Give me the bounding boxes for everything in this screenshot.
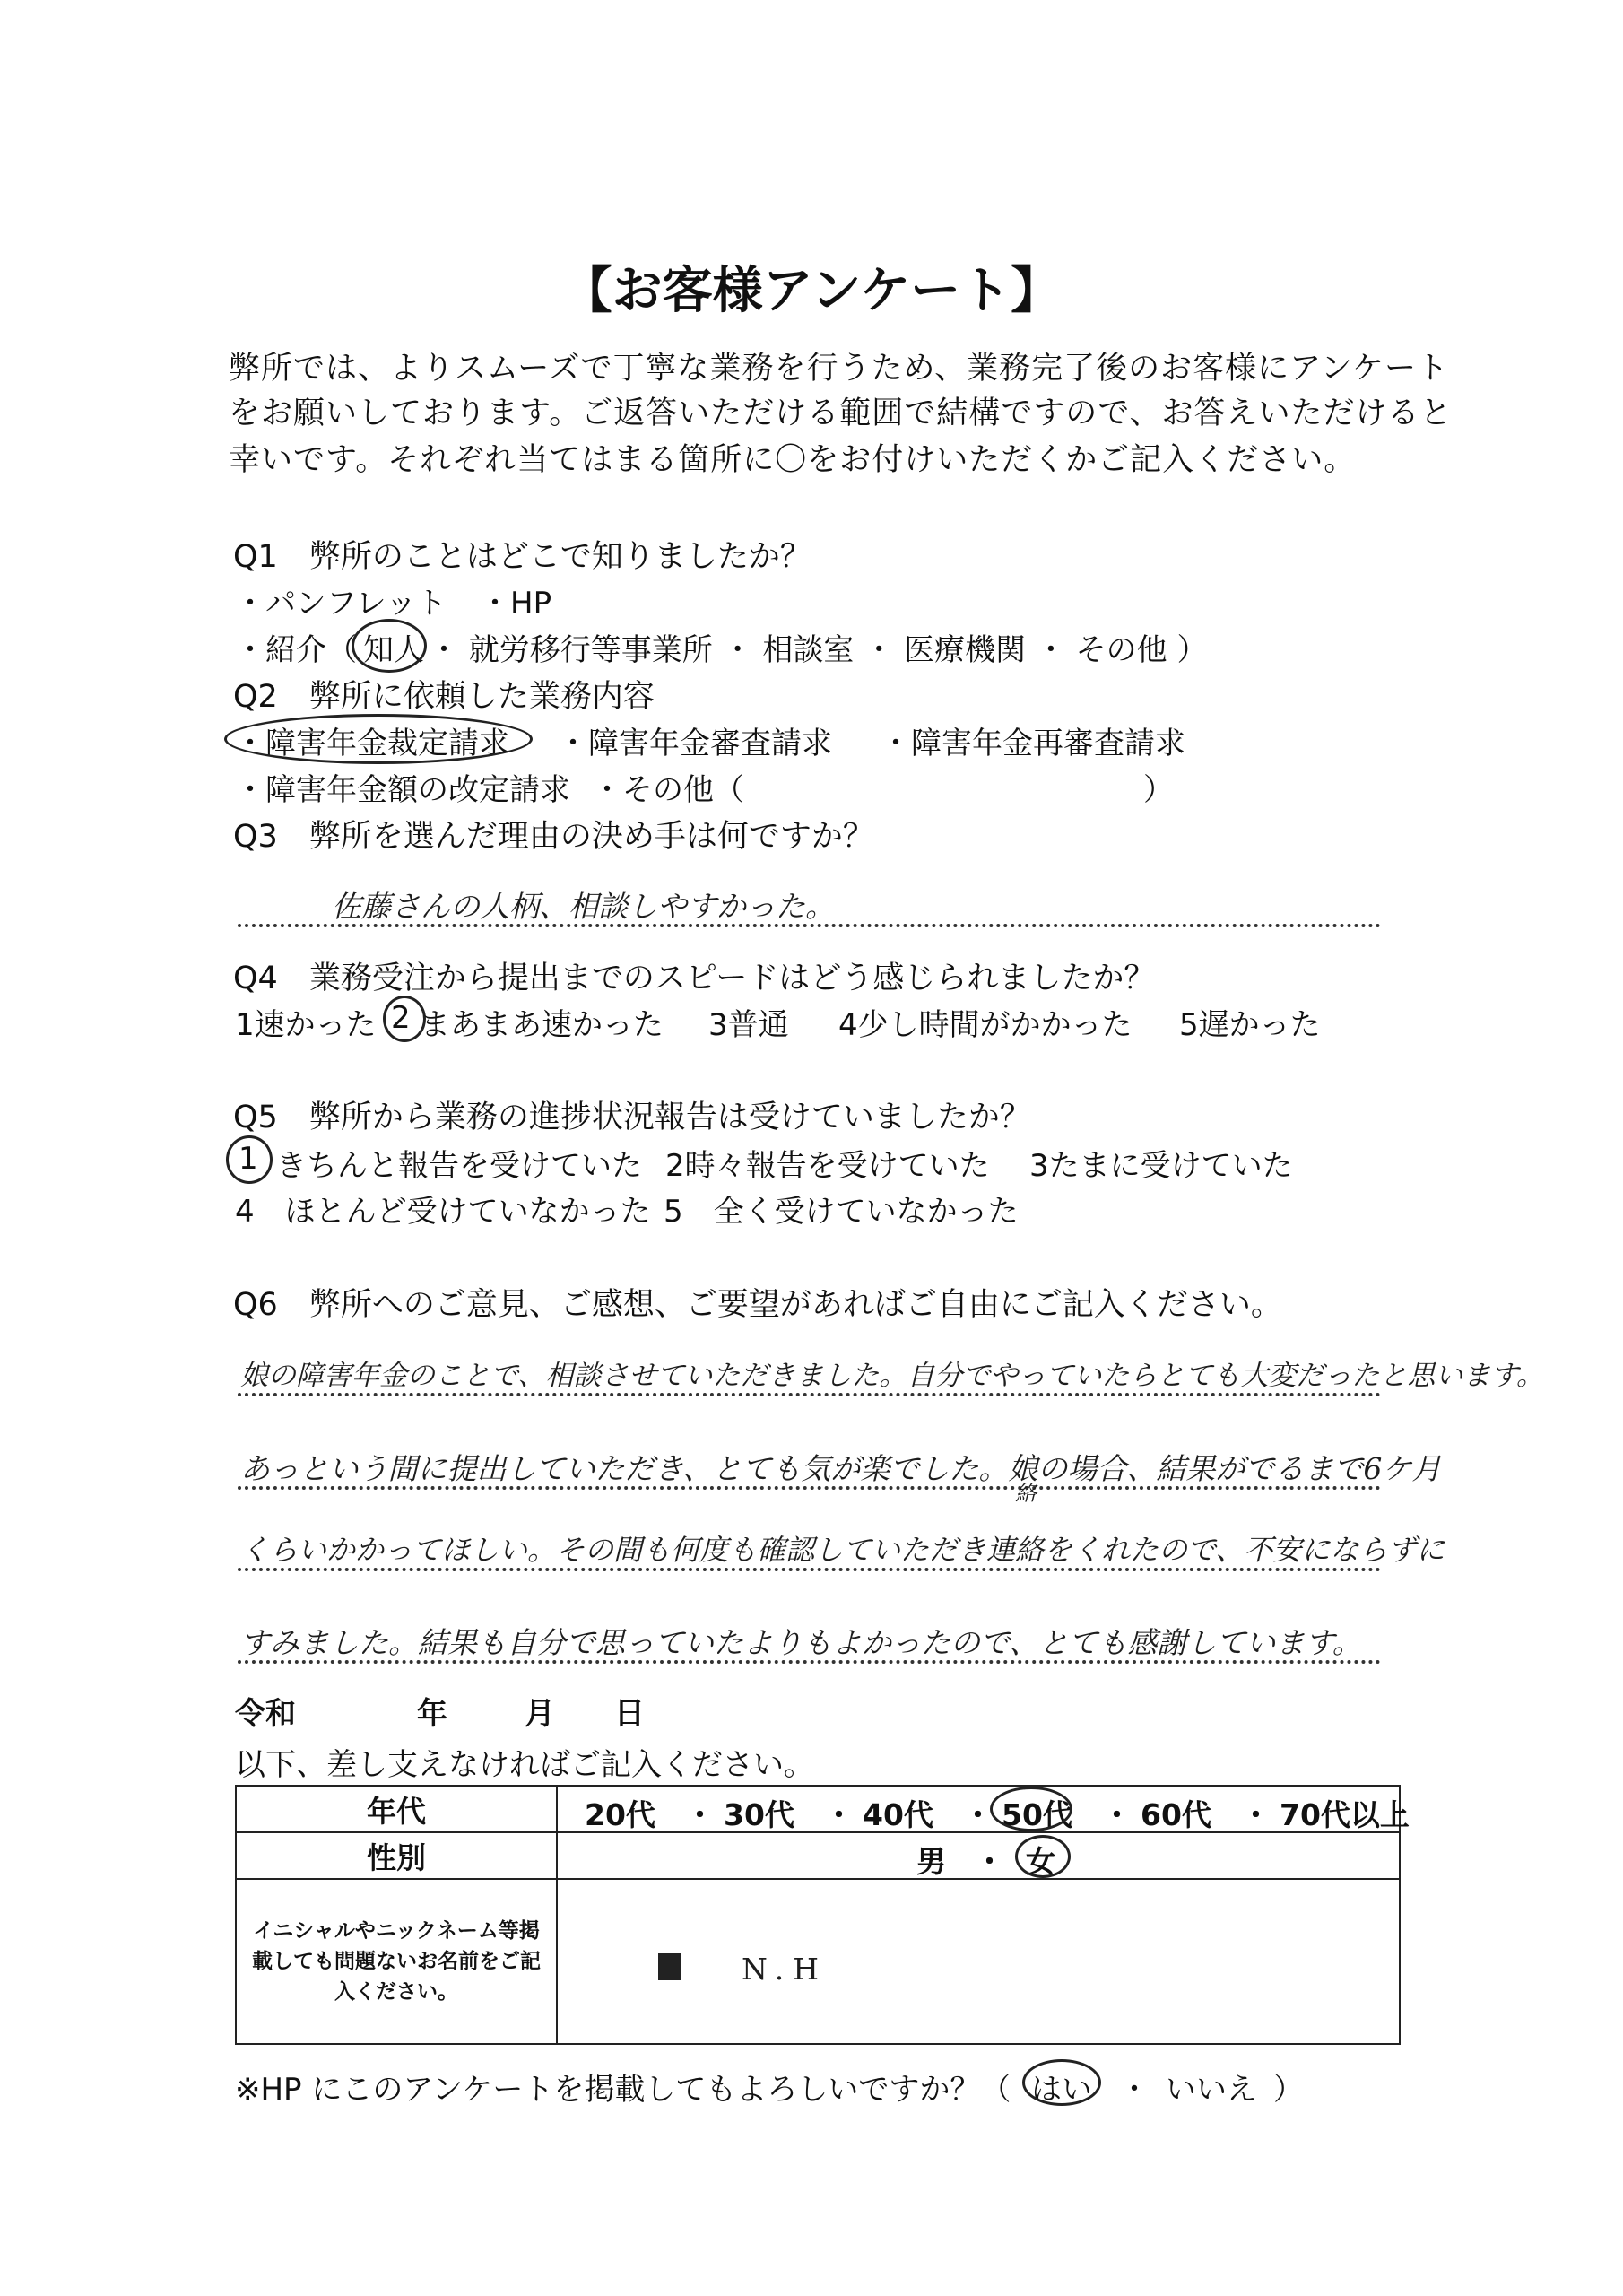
q6-answer-line-2[interactable]: あっという間に提出していただき、とても気が楽でした。娘の場合、結果がでるまで6ケ月 (240, 1451, 1442, 1486)
gender-separator: ・ (975, 1844, 1004, 1879)
name-value-cell (557, 1879, 1400, 2044)
intro-line-3: 幸いです。それぞれ当てはまる箇所に〇をお付けいただくかご記入ください。 (229, 442, 1357, 478)
gender-row (236, 1832, 1400, 1879)
q1-option-intro-rest: ・ 就労移行等事業所 ・ 相談室 ・ 医療機関 ・ その他 ） (429, 632, 1208, 668)
selection-circle (1015, 1835, 1071, 1878)
q4-option-2[interactable]: まあまあ速かった (420, 1007, 664, 1043)
hp-consent-no[interactable]: いいえ (1166, 2072, 1257, 2108)
age-50s[interactable]: 50代 (1002, 1797, 1072, 1832)
age-separator: ・ (685, 1797, 715, 1832)
hp-consent-separator: ・ (1119, 2072, 1150, 2108)
q2-question: Q2 弊所に依頼した業務内容 (233, 679, 655, 715)
age-row (236, 1786, 1400, 1832)
selection-circle (352, 619, 427, 673)
answer-line (238, 1568, 1381, 1571)
q4-option-1[interactable]: 1速かった (235, 1007, 377, 1043)
date-year[interactable]: 年 (417, 1696, 447, 1732)
answer-line (238, 924, 1381, 927)
gender-male[interactable]: 男 (916, 1844, 946, 1879)
q1-option-pamphlet[interactable]: ・パンフレット (235, 586, 447, 622)
q4-question: Q4 業務受注から提出までのスピードはどう感じられましたか？ (233, 961, 1156, 996)
q6-answer-line-4[interactable]: すみました。結果も自分で思っていたよりもよかったので、とても感謝しています。 (240, 1625, 1362, 1660)
age-separator: ・ (824, 1797, 854, 1832)
hp-consent-question: ※HP にこのアンケートを掲載してもよろしいですか？（ (235, 2072, 1011, 2108)
respondent-info-table (235, 1785, 1410, 2045)
name-row (236, 1879, 1400, 2044)
q2-option-other[interactable]: ・その他（ (592, 772, 744, 808)
q2-option-review-claim[interactable]: ・障害年金審査請求 (558, 726, 832, 761)
selection-circle (226, 1135, 273, 1184)
q3-answer[interactable]: 佐藤さんの人柄、相談しやすかった。 (332, 889, 835, 924)
q4-option-5[interactable]: 5遅かった (1179, 1007, 1321, 1043)
q1-option-intro: ・紹介（ (235, 632, 357, 668)
age-separator: ・ (963, 1797, 993, 1832)
q5-option-3[interactable]: 3たまに受けていた (1029, 1148, 1293, 1184)
name-label: イニシャルやニックネーム等掲載しても問題ないお名前をご記入ください。 (236, 1879, 557, 2044)
age-30s[interactable]: 30代 (724, 1797, 794, 1832)
intro-line-1: 弊所では、よりスムーズで丁寧な業務を行うため、業務完了後のお客様にアンケート (229, 351, 1450, 387)
gender-female[interactable]: 女 (1026, 1844, 1055, 1879)
q5-option-4[interactable]: 4 ほとんど受けていなかった (235, 1194, 651, 1230)
q4-option-4[interactable]: 4少し時間がかかった (838, 1007, 1133, 1043)
age-separator: ・ (1102, 1797, 1132, 1832)
q1-option-acquaintance[interactable]: 知人 (363, 632, 424, 668)
answer-line (238, 1660, 1381, 1664)
q1-question: Q1 弊所のことはどこで知りましたか？ (233, 539, 812, 575)
q6-answer-line-3[interactable]: くらいかかってほしい。その間も何度も確認していただき連絡をくれたので、不安にならずに (240, 1533, 1445, 1567)
page-title: 【お客様アンケート】 (561, 262, 1062, 320)
q3-question: Q3 弊所を選んだ理由の決め手は何ですか？ (233, 819, 874, 855)
answer-line (238, 1393, 1381, 1396)
q1-option-hp[interactable]: ・HP (480, 586, 552, 622)
date-era: 令和 (235, 1696, 296, 1732)
q6-answer-line-1[interactable]: 娘の障害年金のことで、相談させていただきました。自分でやっていたらとても大変だったと思います。 (240, 1360, 1544, 1392)
hp-consent-close: ） (1273, 2072, 1304, 2108)
selection-circle (990, 1787, 1072, 1831)
q6-correction: 絡 (1015, 1481, 1037, 1506)
selection-circle (1022, 2059, 1101, 2106)
q5-option-5[interactable]: 5 全く受けていなかった (664, 1194, 1019, 1230)
date-day[interactable]: 日 (614, 1696, 645, 1732)
q2-option-ruling-claim[interactable]: ・障害年金裁定請求 (235, 726, 509, 761)
redacted-mark (658, 1953, 681, 1980)
age-40s[interactable]: 40代 (863, 1797, 933, 1832)
q5-option-2[interactable]: 2時々報告を受けていた (665, 1148, 990, 1184)
age-label: 年代 (236, 1786, 557, 1832)
date-month[interactable]: 月 (525, 1696, 555, 1732)
q5-question: Q5 弊所から業務の進捗状況報告は受けていましたか？ (233, 1100, 1031, 1135)
q4-option-3[interactable]: 3普通 (708, 1007, 789, 1043)
table-intro: 以下、差し支えなければご記入ください。 (235, 1747, 814, 1783)
gender-label: 性別 (236, 1832, 557, 1879)
age-options (557, 1786, 1410, 1832)
intro-line-2: をお願いしております。ご返答いただける範囲で結構ですので、お答えいただけると (229, 396, 1453, 431)
q2-option-re-review-claim[interactable]: ・障害年金再審査請求 (881, 726, 1185, 761)
selection-circle (224, 714, 533, 764)
q5-option-1-number[interactable]: 1 (239, 1141, 258, 1177)
q5-option-1[interactable]: きちんと報告を受けていた (276, 1148, 642, 1184)
q6-question: Q6 弊所へのご意見、ご感想、ご要望があればご自由にご記入ください。 (233, 1287, 1282, 1323)
gender-options (557, 1832, 1400, 1879)
q2-option-amount-revision[interactable]: ・障害年金額の改定請求 (235, 772, 570, 808)
name-value[interactable]: N.H (742, 1952, 829, 1987)
q4-option-2-number[interactable]: 2 (391, 1000, 411, 1036)
age-70s-plus[interactable]: 70代以上 (1280, 1797, 1410, 1832)
hp-consent-yes[interactable]: はい (1031, 2072, 1092, 2108)
age-60s[interactable]: 60代 (1141, 1797, 1211, 1832)
age-20s[interactable]: 20代 (585, 1797, 655, 1832)
age-separator: ・ (1241, 1797, 1271, 1832)
answer-line (238, 1486, 1381, 1490)
q2-option-other-close: ） (1143, 772, 1174, 808)
